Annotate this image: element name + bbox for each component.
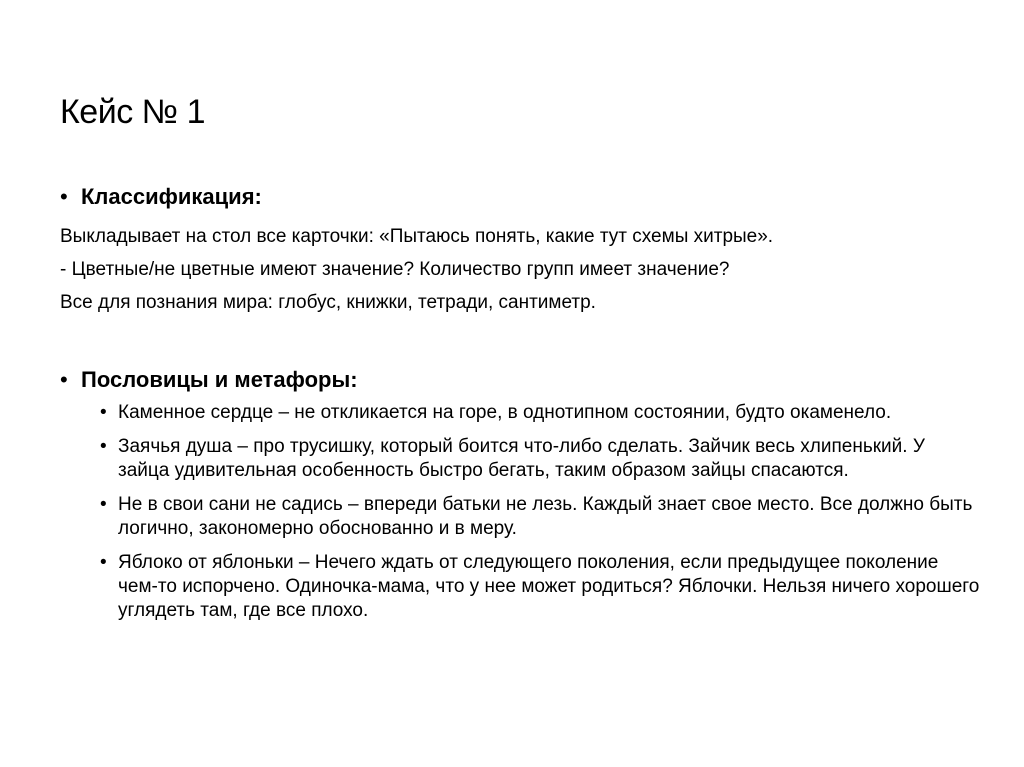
bullet-icon: • — [100, 436, 107, 457]
bullet-icon: • — [100, 494, 107, 515]
slide-title: Кейс № 1 — [60, 93, 205, 131]
section-heading-proverbs — [60, 365, 980, 395]
paragraph: Все для познания мира: глобус, книжки, тетради, сантиметр. — [60, 292, 596, 313]
list-item-text: Заячья душа – про трусишку, который боится что-либо сделать. Зайчик весь хлипенький. У зайца удивительная особенность быстро бегать, таким образом зайцы спасаются. — [118, 436, 925, 481]
list-item — [60, 435, 980, 483]
section-heading-classification — [60, 182, 980, 212]
list-item-text: Яблоко от яблоньки – Нечего ждать от следующего поколения, если предыдущее поколение чем-то испорчено. Одиночка-мама, что у нее может родиться? Яблочки. Нельзя ничего хорошего углядеть там, где все плохо. — [118, 552, 980, 621]
heading-text: Пословицы и метафоры: — [81, 367, 358, 392]
bullet-icon: • — [100, 402, 107, 423]
proverbs-list — [60, 401, 980, 623]
list-item-text: Каменное сердце – не откликается на горе, в однотипном состоянии, будто окаменело. — [118, 402, 892, 423]
bullet-icon: • — [60, 367, 68, 392]
list-item-text: Не в свои сани не садись – впереди батьки не лезь. Каждый знает свое место. Все должно быть логично, закономерно обоснованно и в меру. — [118, 494, 973, 539]
list-item — [60, 401, 980, 425]
slide-content — [60, 182, 980, 633]
paragraph: Выкладывает на стол все карточки: «Пытаюсь понять, какие тут схемы хитрые». — [60, 226, 774, 247]
bullet-icon: • — [100, 552, 107, 573]
list-item — [60, 551, 980, 623]
heading-text: Классификация: — [81, 184, 262, 209]
list-item — [60, 493, 980, 541]
paragraph: - Цветные/не цветные имеют значение? Количество групп имеет значение? — [60, 259, 730, 280]
bullet-icon: • — [60, 184, 68, 209]
